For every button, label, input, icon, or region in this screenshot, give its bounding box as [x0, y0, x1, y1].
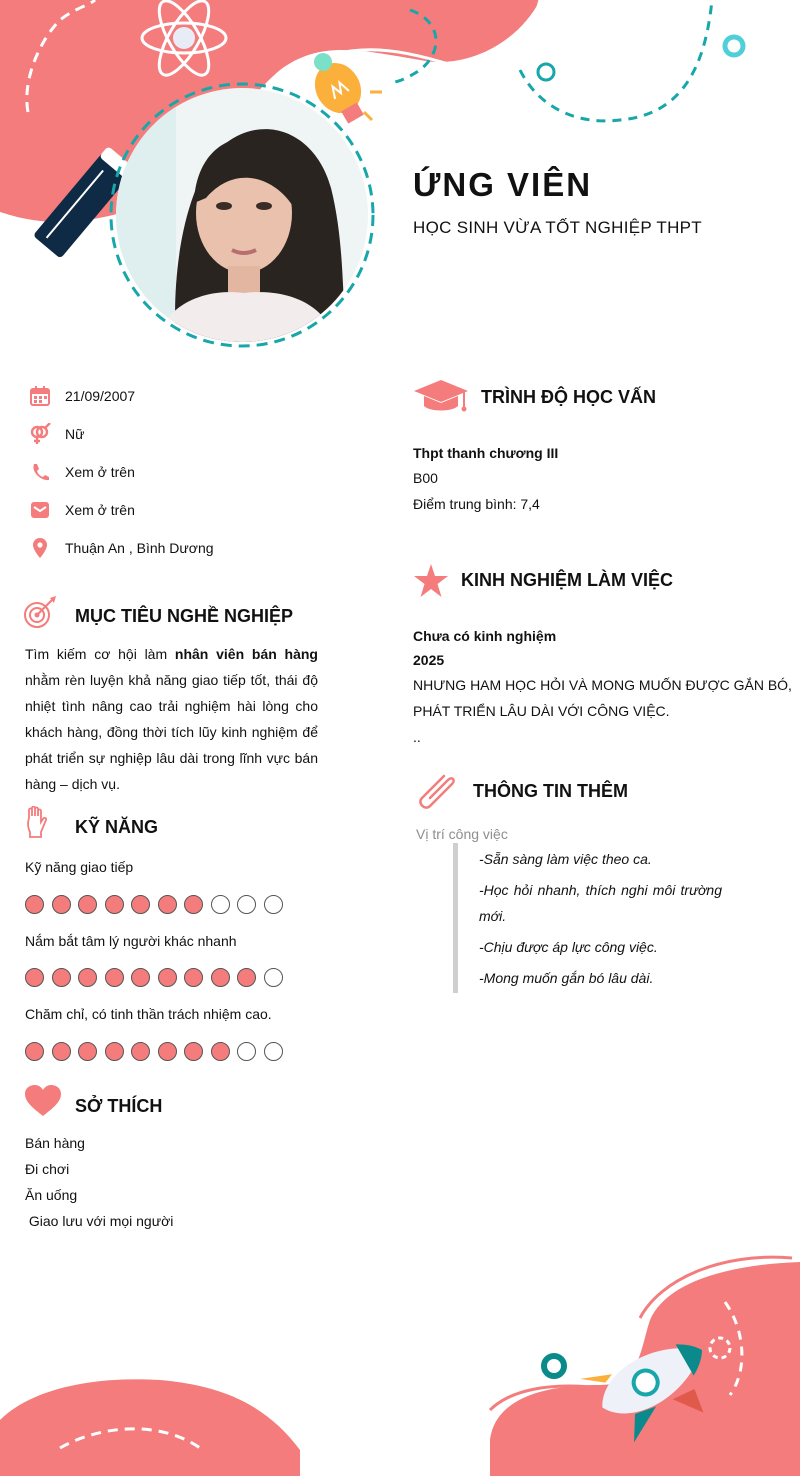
skill-label: Nắm bắt tâm lý người khác nhanh	[25, 933, 237, 949]
rating-dot-filled	[52, 968, 71, 987]
rating-dot-filled	[25, 895, 44, 914]
contact-phone	[29, 461, 135, 483]
education-title: TRÌNH ĐỘ HỌC VẤN	[481, 387, 656, 407]
rating-dot-filled	[78, 968, 97, 987]
rating-dot-filled	[184, 1042, 203, 1061]
location-icon	[29, 537, 51, 559]
hand-icon	[25, 806, 47, 843]
rating-dot-filled	[52, 895, 71, 914]
rating-dot-filled	[158, 968, 177, 987]
contact-address	[29, 537, 214, 559]
rating-dot-empty	[264, 895, 283, 914]
contact-text: 21/09/2007	[65, 388, 136, 404]
hobby-item: Đi chơi	[25, 1161, 70, 1177]
additional-item: mới.	[479, 908, 507, 924]
gender-icon	[29, 423, 51, 445]
experience-year: 2025	[413, 652, 445, 668]
rating-dot-filled	[105, 895, 124, 914]
heart-icon	[25, 1085, 61, 1122]
rating-dot-filled	[52, 1042, 71, 1061]
rating-dot-filled	[184, 968, 203, 987]
contact-text: Xem ở trên	[65, 502, 135, 518]
rating-dot-empty	[264, 968, 283, 987]
star-icon	[414, 564, 448, 602]
rating-dot-empty	[237, 895, 256, 914]
rating-dot-filled	[25, 968, 44, 987]
contact-gender	[29, 423, 84, 445]
rating-dot-filled	[131, 895, 150, 914]
email-icon	[29, 499, 51, 521]
education-school: Thpt thanh chương III	[413, 445, 559, 461]
objective-title: MỤC TIÊU NGHỀ NGHIỆP	[75, 606, 294, 626]
paperclip-icon	[416, 770, 458, 817]
skill-label: Chăm chỉ, có tinh thần trách nhiệm cao.	[25, 1006, 272, 1022]
skill-rating	[25, 1042, 283, 1061]
experience-description: ..	[413, 729, 421, 745]
skill-rating	[25, 968, 283, 987]
additional-item: -Sẵn sàng làm việc theo ca.	[479, 851, 652, 867]
rating-dot-filled	[211, 968, 230, 987]
rating-dot-filled	[78, 1042, 97, 1061]
additional-item: -Mong muốn gắn bó lâu dài.	[479, 970, 654, 986]
rating-dot-filled	[105, 968, 124, 987]
skills-title: KỸ NĂNG	[75, 817, 159, 837]
quote-bar	[453, 843, 458, 993]
hobby-item: Bán hàng	[25, 1135, 85, 1151]
education-major: B00	[413, 470, 438, 486]
additional-title: THÔNG TIN THÊM	[473, 781, 628, 801]
experience-title: KINH NGHIỆM LÀM VIỆC	[461, 570, 674, 590]
rating-dot-filled	[131, 1042, 150, 1061]
education-score: Điểm trung bình: 7,4	[413, 496, 540, 512]
experience-description: NHƯNG HAM HỌC HỎI VÀ MONG MUỐN ĐƯỢC GẮN BÓ,	[413, 677, 792, 693]
calendar-icon	[29, 385, 51, 407]
contact-text: Nữ	[65, 426, 85, 442]
additional-item: -Chịu được áp lực công việc.	[479, 939, 658, 955]
target-icon	[24, 596, 58, 635]
hobby-item: Ăn uống	[25, 1187, 78, 1203]
rating-dot-filled	[158, 895, 177, 914]
rating-dot-filled	[158, 1042, 177, 1061]
rating-dot-filled	[78, 895, 97, 914]
contact-email	[29, 499, 135, 521]
contact-text: Thuận An , Bình Dương	[65, 540, 214, 556]
rating-dot-empty	[211, 895, 230, 914]
contact-text: Xem ở trên	[65, 464, 135, 480]
rating-dot-filled	[131, 968, 150, 987]
objective-text: Tìm kiếm cơ hội làm nhân viên bán hàng nhằm rèn luyện khả năng giao tiếp tốt, thái độ nhiệt tình nâng cao trải nghiệm hài lòng cho khách hàng, đồng thời tích lũy kinh nghiệm để phát triển sự nghiệp lâu dài trong lĩnh vực bán hàng – dịch vụ.	[25, 646, 318, 792]
skill-rating	[25, 895, 283, 914]
experience-description: PHÁT TRIỂN LÂU DÀI VỚI CÔNG VIỆC.	[413, 703, 670, 719]
additional-item: -Học hỏi nhanh, thích nghi môi trường	[479, 882, 722, 898]
phone-icon	[29, 461, 51, 483]
rating-dot-filled	[105, 1042, 124, 1061]
avatar	[116, 88, 368, 342]
rating-dot-empty	[264, 1042, 283, 1061]
additional-subtitle: Vị trí công việc	[416, 826, 508, 842]
rating-dot-filled	[25, 1042, 44, 1061]
skill-label: Kỹ năng giao tiếp	[25, 859, 134, 875]
candidate-name: ỨNG VIÊN	[413, 166, 593, 203]
rating-dot-filled	[237, 968, 256, 987]
contact-birthday	[29, 385, 135, 407]
rating-dot-filled	[211, 1042, 230, 1061]
rating-dot-filled	[184, 895, 203, 914]
rating-dot-empty	[237, 1042, 256, 1061]
experience-company: Chưa có kinh nghiệm	[413, 628, 557, 644]
hobbies-title: SỞ THÍCH	[75, 1096, 163, 1116]
job-position: HỌC SINH VỪA TỐT NGHIỆP THPT	[413, 218, 702, 237]
graduation-cap-icon	[414, 380, 468, 419]
hobby-item: Giao lưu với mọi người	[25, 1213, 174, 1229]
